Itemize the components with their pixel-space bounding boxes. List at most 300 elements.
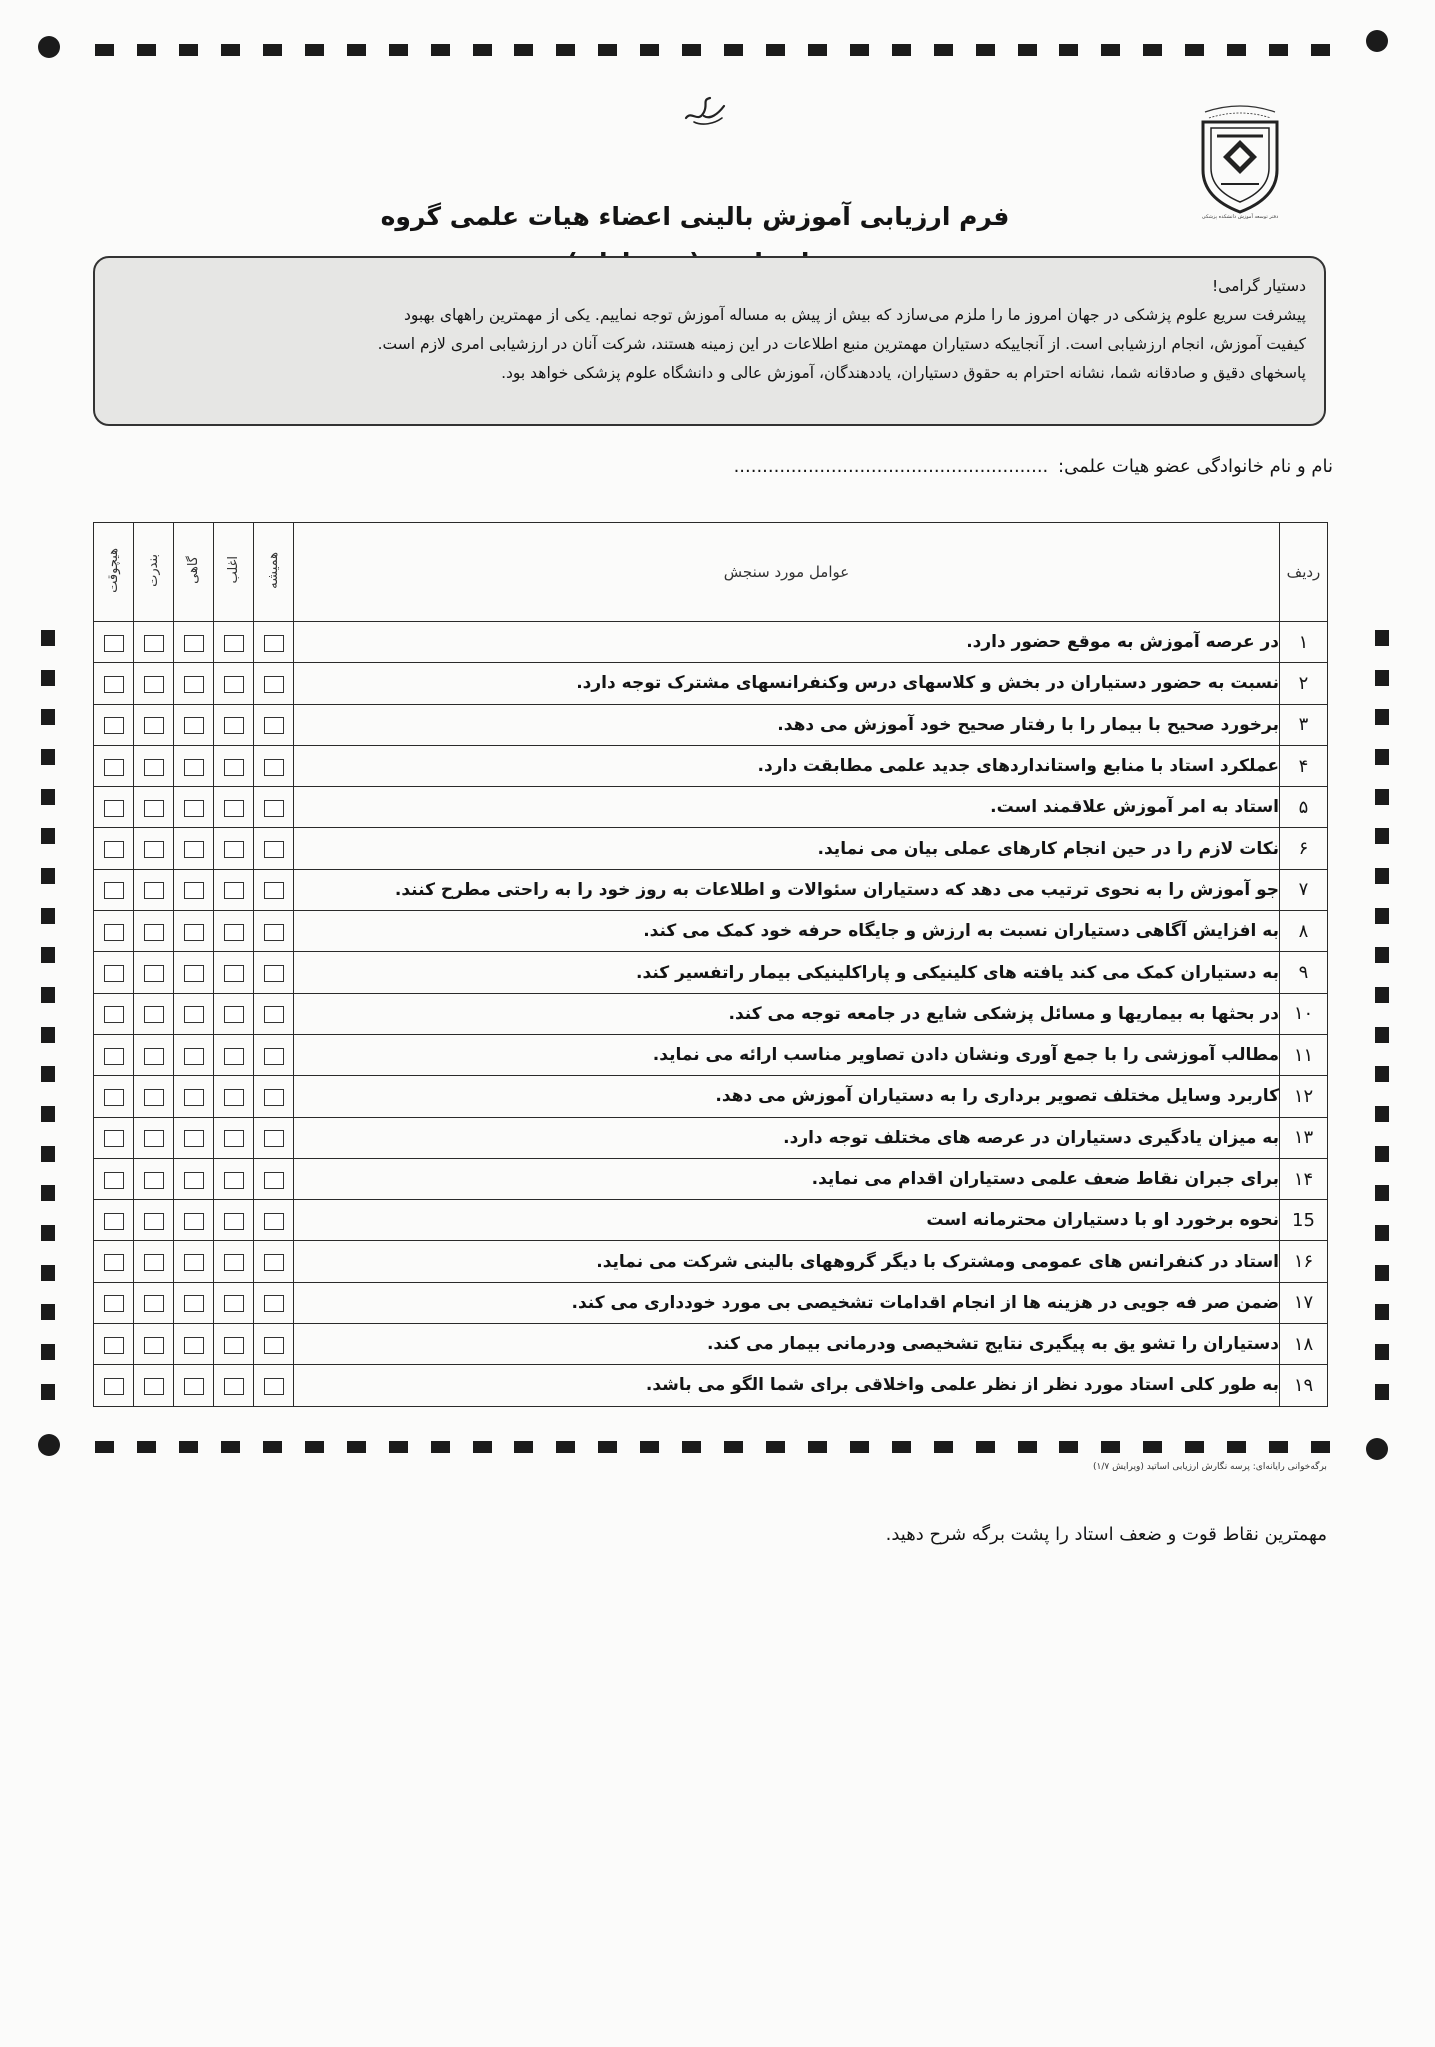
checkbox-sometimes[interactable] xyxy=(184,717,204,734)
checkbox-sometimes[interactable] xyxy=(184,1089,204,1106)
timing-mark xyxy=(1059,44,1078,56)
timing-mark xyxy=(1375,1027,1389,1043)
option-cell-never xyxy=(94,745,134,786)
checkbox-often[interactable] xyxy=(224,1006,244,1023)
table-row xyxy=(94,993,1328,1034)
timing-mark xyxy=(41,868,55,884)
checkbox-often[interactable] xyxy=(224,1337,244,1354)
checkbox-rarely[interactable] xyxy=(144,1378,164,1395)
checkbox-never[interactable] xyxy=(104,717,124,734)
row-number: ۳ xyxy=(1280,704,1328,745)
checkbox-rarely[interactable] xyxy=(144,924,164,941)
table-row xyxy=(94,828,1328,869)
timing-mark xyxy=(1375,670,1389,686)
option-cell-always xyxy=(254,952,294,993)
option-cell-always xyxy=(254,1282,294,1323)
timing-mark xyxy=(1101,44,1120,56)
timing-mark xyxy=(1375,1344,1389,1360)
checkbox-always[interactable] xyxy=(264,1048,284,1065)
option-cell-often xyxy=(214,993,254,1034)
timing-mark xyxy=(808,1441,827,1453)
timing-mark xyxy=(556,44,575,56)
checkbox-always[interactable] xyxy=(264,800,284,817)
checkbox-rarely[interactable] xyxy=(144,759,164,776)
option-cell-rarely xyxy=(134,787,174,828)
option-cell-always xyxy=(254,1365,294,1406)
timing-mark xyxy=(598,44,617,56)
row-number: ۱۸ xyxy=(1280,1324,1328,1365)
checkbox-always[interactable] xyxy=(264,841,284,858)
checkbox-rarely[interactable] xyxy=(144,1213,164,1230)
option-cell-often xyxy=(214,622,254,663)
timing-mark xyxy=(137,1441,156,1453)
checkbox-often[interactable] xyxy=(224,882,244,899)
checkbox-never[interactable] xyxy=(104,1378,124,1395)
checkbox-always[interactable] xyxy=(264,1172,284,1189)
timing-mark xyxy=(1375,1265,1389,1281)
option-cell-rarely xyxy=(134,1117,174,1158)
option-cell-rarely xyxy=(134,1200,174,1241)
checkbox-often[interactable] xyxy=(224,635,244,652)
row-number: ۱۱ xyxy=(1280,1034,1328,1075)
faculty-name-label: نام و نام خانوادگی عضو هیات علمی: xyxy=(1058,456,1333,477)
option-cell-rarely xyxy=(134,704,174,745)
timing-mark xyxy=(976,1441,995,1453)
timing-mark xyxy=(95,44,114,56)
option-cell-often xyxy=(214,1200,254,1241)
option-cell-sometimes xyxy=(174,745,214,786)
row-factor-text: به دستیاران کمک می کند یافته های کلینیکی و پاراکلینیکی بیمار راتفسیر کند. xyxy=(294,952,1280,993)
option-cell-rarely xyxy=(134,869,174,910)
option-cell-sometimes xyxy=(174,869,214,910)
timing-mark xyxy=(1185,44,1204,56)
checkbox-often[interactable] xyxy=(224,841,244,858)
checkbox-never[interactable] xyxy=(104,965,124,982)
checkbox-always[interactable] xyxy=(264,882,284,899)
option-cell-often xyxy=(214,952,254,993)
option-cell-sometimes xyxy=(174,1241,214,1282)
timing-mark xyxy=(1375,1106,1389,1122)
header-option-never: هیچوقت xyxy=(94,523,134,622)
timing-mark xyxy=(1018,44,1037,56)
timing-mark xyxy=(976,44,995,56)
timing-mark xyxy=(1375,1225,1389,1241)
checkbox-often[interactable] xyxy=(224,1295,244,1312)
checkbox-never[interactable] xyxy=(104,1172,124,1189)
timing-mark xyxy=(682,1441,701,1453)
option-cell-sometimes xyxy=(174,663,214,704)
registration-dot xyxy=(38,1434,60,1456)
timing-mark xyxy=(221,44,240,56)
timing-mark xyxy=(41,1344,55,1360)
intro-box xyxy=(93,256,1326,426)
option-cell-always xyxy=(254,787,294,828)
timing-mark xyxy=(1311,44,1330,56)
row-factor-text: جو آموزش را به نحوی ترتیب می دهد که دستیاران سئوالات و اطلاعات به روز خود را به راحتی مطرح کنند. xyxy=(294,869,1280,910)
option-cell-never xyxy=(94,1034,134,1075)
checkbox-always[interactable] xyxy=(264,1337,284,1354)
checkbox-always[interactable] xyxy=(264,1213,284,1230)
checkbox-often[interactable] xyxy=(224,924,244,941)
checkbox-always[interactable] xyxy=(264,1295,284,1312)
option-cell-often xyxy=(214,869,254,910)
row-factor-text: نسبت به حضور دستیاران در بخش و کلاسهای درس وکنفرانسهای مشترک توجه دارد. xyxy=(294,663,1280,704)
timing-marks-right xyxy=(1375,630,1389,1400)
checkbox-never[interactable] xyxy=(104,1337,124,1354)
timing-mark xyxy=(1375,630,1389,646)
timing-mark xyxy=(41,1066,55,1082)
option-cell-rarely xyxy=(134,1076,174,1117)
option-cell-sometimes xyxy=(174,911,214,952)
row-number: ۵ xyxy=(1280,787,1328,828)
timing-mark xyxy=(1143,44,1162,56)
faculty-name-field[interactable] xyxy=(734,452,1333,482)
timing-mark xyxy=(41,947,55,963)
row-factor-text: دستیاران را تشو یق به پیگیری نتایج تشخیصی ودرمانی بیمار می کند. xyxy=(294,1324,1280,1365)
checkbox-often[interactable] xyxy=(224,717,244,734)
timing-mark xyxy=(766,44,785,56)
option-cell-rarely xyxy=(134,1365,174,1406)
option-cell-rarely xyxy=(134,1158,174,1199)
checkbox-never[interactable] xyxy=(104,1130,124,1147)
checkbox-rarely[interactable] xyxy=(144,635,164,652)
timing-mark xyxy=(1227,1441,1246,1453)
row-factor-text: به افزایش آگاهی دستیاران نسبت به ارزش و جایگاه حرفه خود کمک می کند. xyxy=(294,911,1280,952)
option-cell-often xyxy=(214,1117,254,1158)
timing-mark xyxy=(389,44,408,56)
checkbox-rarely[interactable] xyxy=(144,676,164,693)
timing-mark xyxy=(1269,44,1288,56)
timing-mark xyxy=(41,1304,55,1320)
checkbox-often[interactable] xyxy=(224,1172,244,1189)
checkbox-sometimes[interactable] xyxy=(184,1172,204,1189)
timing-mark xyxy=(41,789,55,805)
option-cell-never xyxy=(94,1117,134,1158)
checkbox-never[interactable] xyxy=(104,635,124,652)
option-cell-always xyxy=(254,1158,294,1199)
timing-mark xyxy=(41,1384,55,1400)
timing-mark xyxy=(1018,1441,1037,1453)
svg-text:دفتر توسعه آموزش دانشکده پزشکی: دفتر توسعه آموزش دانشکده پزشکی xyxy=(1201,214,1279,220)
timing-mark xyxy=(41,828,55,844)
option-cell-never xyxy=(94,1200,134,1241)
option-cell-never xyxy=(94,1241,134,1282)
intro-line: پیشرفت سریع علوم پزشکی در جهان امروز ما را ملزم می‌سازد که بیش از پیش به مساله آموزش توجه نماییم. یکی از مهمترین راههای بهبود xyxy=(403,306,1306,324)
checkbox-rarely[interactable] xyxy=(144,717,164,734)
checkbox-sometimes[interactable] xyxy=(184,1130,204,1147)
table-row xyxy=(94,787,1328,828)
option-cell-never xyxy=(94,828,134,869)
checkbox-always[interactable] xyxy=(264,1130,284,1147)
option-cell-often xyxy=(214,1076,254,1117)
option-cell-never xyxy=(94,622,134,663)
checkbox-rarely[interactable] xyxy=(144,1089,164,1106)
checkbox-sometimes[interactable] xyxy=(184,1254,204,1271)
header-row-number: ردیف xyxy=(1280,523,1328,622)
checkbox-sometimes[interactable] xyxy=(184,841,204,858)
option-cell-rarely xyxy=(134,1241,174,1282)
timing-mark xyxy=(640,1441,659,1453)
option-cell-often xyxy=(214,1365,254,1406)
checkbox-never[interactable] xyxy=(104,676,124,693)
checkbox-often[interactable] xyxy=(224,1048,244,1065)
checkbox-rarely[interactable] xyxy=(144,800,164,817)
checkbox-often[interactable] xyxy=(224,1213,244,1230)
timing-mark xyxy=(724,1441,743,1453)
option-cell-sometimes xyxy=(174,993,214,1034)
checkbox-often[interactable] xyxy=(224,800,244,817)
option-cell-sometimes xyxy=(174,1034,214,1075)
timing-mark xyxy=(41,630,55,646)
row-number: ۷ xyxy=(1280,869,1328,910)
option-cell-never xyxy=(94,869,134,910)
checkbox-always[interactable] xyxy=(264,676,284,693)
checkbox-never[interactable] xyxy=(104,1295,124,1312)
timing-mark xyxy=(598,1441,617,1453)
table-row xyxy=(94,1034,1328,1075)
table-row xyxy=(94,1365,1328,1406)
option-cell-often xyxy=(214,704,254,745)
checkbox-never[interactable] xyxy=(104,800,124,817)
row-factor-text: استاد به امر آموزش علاقمند است. xyxy=(294,787,1280,828)
timing-mark xyxy=(179,44,198,56)
timing-mark xyxy=(850,44,869,56)
checkbox-sometimes[interactable] xyxy=(184,924,204,941)
timing-mark xyxy=(1375,789,1389,805)
checkbox-never[interactable] xyxy=(104,1006,124,1023)
checkbox-always[interactable] xyxy=(264,1006,284,1023)
header-factors: عوامل مورد سنجش xyxy=(294,523,1280,622)
checkbox-never[interactable] xyxy=(104,841,124,858)
timing-mark xyxy=(473,1441,492,1453)
timing-mark xyxy=(41,1225,55,1241)
timing-mark xyxy=(473,44,492,56)
row-factor-text: نکات لازم را در حین انجام کارهای عملی بیان می نماید. xyxy=(294,828,1280,869)
timing-mark xyxy=(137,44,156,56)
row-number: ۱۲ xyxy=(1280,1076,1328,1117)
timing-mark xyxy=(41,1185,55,1201)
checkbox-rarely[interactable] xyxy=(144,1337,164,1354)
option-cell-often xyxy=(214,787,254,828)
row-number: ۱۰ xyxy=(1280,993,1328,1034)
timing-mark xyxy=(95,1441,114,1453)
checkbox-always[interactable] xyxy=(264,635,284,652)
checkbox-rarely[interactable] xyxy=(144,1048,164,1065)
checkbox-often[interactable] xyxy=(224,1130,244,1147)
row-number: ۴ xyxy=(1280,745,1328,786)
timing-mark xyxy=(766,1441,785,1453)
table-row xyxy=(94,622,1328,663)
table-row xyxy=(94,869,1328,910)
checkbox-always[interactable] xyxy=(264,1089,284,1106)
faculty-name-input-line[interactable]: ....................................................... xyxy=(733,456,1049,477)
option-cell-rarely xyxy=(134,622,174,663)
table-header-row xyxy=(94,523,1328,622)
checkbox-often[interactable] xyxy=(224,1378,244,1395)
option-cell-often xyxy=(214,911,254,952)
row-factor-text: عملکرد استاد با منابع واستانداردهای جدید علمی مطابقت دارد. xyxy=(294,745,1280,786)
checkbox-rarely[interactable] xyxy=(144,882,164,899)
checkbox-always[interactable] xyxy=(264,965,284,982)
checkbox-sometimes[interactable] xyxy=(184,800,204,817)
table-row xyxy=(94,911,1328,952)
row-factor-text: استاد در کنفرانس های عمومی ومشترک با دیگر گروههای بالینی شرکت می نماید. xyxy=(294,1241,1280,1282)
checkbox-always[interactable] xyxy=(264,759,284,776)
option-cell-always xyxy=(254,911,294,952)
timing-mark xyxy=(1375,947,1389,963)
option-cell-sometimes xyxy=(174,1076,214,1117)
timing-mark xyxy=(892,1441,911,1453)
checkbox-often[interactable] xyxy=(224,1089,244,1106)
checkbox-always[interactable] xyxy=(264,1378,284,1395)
option-cell-never xyxy=(94,663,134,704)
row-factor-text: به میزان یادگیری دستیاران در عرصه های مختلف توجه دارد. xyxy=(294,1117,1280,1158)
timing-mark xyxy=(305,1441,324,1453)
checkbox-sometimes[interactable] xyxy=(184,635,204,652)
checkbox-sometimes[interactable] xyxy=(184,1048,204,1065)
checkbox-rarely[interactable] xyxy=(144,1006,164,1023)
table-row xyxy=(94,663,1328,704)
checkbox-sometimes[interactable] xyxy=(184,965,204,982)
checkbox-rarely[interactable] xyxy=(144,841,164,858)
option-cell-rarely xyxy=(134,745,174,786)
option-cell-never xyxy=(94,704,134,745)
option-cell-rarely xyxy=(134,911,174,952)
option-cell-sometimes xyxy=(174,1282,214,1323)
checkbox-often[interactable] xyxy=(224,676,244,693)
checkbox-rarely[interactable] xyxy=(144,1130,164,1147)
timing-mark xyxy=(640,44,659,56)
row-factor-text: در بحثها به بیماریها و مسائل پزشکی شایع در جامعه توجه می کند. xyxy=(294,993,1280,1034)
checkbox-never[interactable] xyxy=(104,759,124,776)
timing-mark xyxy=(1101,1441,1120,1453)
option-cell-sometimes xyxy=(174,1324,214,1365)
checkbox-often[interactable] xyxy=(224,965,244,982)
checkbox-sometimes[interactable] xyxy=(184,676,204,693)
timing-mark xyxy=(41,670,55,686)
timing-mark xyxy=(1375,749,1389,765)
checkbox-always[interactable] xyxy=(264,717,284,734)
checkbox-never[interactable] xyxy=(104,882,124,899)
university-seal-logo xyxy=(1195,100,1285,220)
checkbox-never[interactable] xyxy=(104,1089,124,1106)
option-cell-rarely xyxy=(134,1324,174,1365)
table-row xyxy=(94,1117,1328,1158)
option-cell-often xyxy=(214,1241,254,1282)
option-cell-always xyxy=(254,993,294,1034)
checkbox-sometimes[interactable] xyxy=(184,759,204,776)
checkbox-always[interactable] xyxy=(264,1254,284,1271)
checkbox-rarely[interactable] xyxy=(144,965,164,982)
option-cell-often xyxy=(214,745,254,786)
checkbox-never[interactable] xyxy=(104,1213,124,1230)
checkbox-sometimes[interactable] xyxy=(184,1213,204,1230)
timing-mark xyxy=(682,44,701,56)
option-cell-sometimes xyxy=(174,622,214,663)
timing-mark xyxy=(1311,1441,1330,1453)
table-row xyxy=(94,952,1328,993)
option-cell-always xyxy=(254,1117,294,1158)
registration-dot xyxy=(38,36,60,58)
table-row xyxy=(94,1076,1328,1117)
option-cell-sometimes xyxy=(174,1365,214,1406)
checkbox-rarely[interactable] xyxy=(144,1172,164,1189)
option-cell-always xyxy=(254,622,294,663)
option-cell-always xyxy=(254,1241,294,1282)
timing-mark xyxy=(431,1441,450,1453)
checkbox-rarely[interactable] xyxy=(144,1254,164,1271)
checkbox-never[interactable] xyxy=(104,1048,124,1065)
checkbox-often[interactable] xyxy=(224,759,244,776)
timing-mark xyxy=(514,44,533,56)
header-option-often: اغلب xyxy=(214,523,254,622)
option-cell-always xyxy=(254,745,294,786)
row-factor-text: مطالب آموزشی را با جمع آوری ونشان دادن تصاویر مناسب ارائه می نماید. xyxy=(294,1034,1280,1075)
checkbox-never[interactable] xyxy=(104,1254,124,1271)
timing-mark xyxy=(1375,908,1389,924)
timing-mark xyxy=(41,1027,55,1043)
option-cell-sometimes xyxy=(174,1117,214,1158)
checkbox-often[interactable] xyxy=(224,1254,244,1271)
intro-line: پاسخهای دقیق و صادقانه شما، نشانه احترام به حقوق دستیاران، یاددهندگان، آموزش عالی و دانشگاه علوم پزشکی خواهد بود. xyxy=(501,364,1306,382)
option-cell-often xyxy=(214,663,254,704)
row-number: ۱۷ xyxy=(1280,1282,1328,1323)
row-factor-text: در عرصه آموزش به موقع حضور دارد. xyxy=(294,622,1280,663)
timing-mark xyxy=(41,1146,55,1162)
timing-marks-bottom xyxy=(95,1441,1330,1453)
row-number: ۱۶ xyxy=(1280,1241,1328,1282)
row-factor-text: ضمن صر فه جویی در هزینه ها از انجام اقدامات تشخیصی بی مورد خودداری می کند. xyxy=(294,1282,1280,1323)
header-option-always: همیشه xyxy=(254,523,294,622)
option-cell-rarely xyxy=(134,1034,174,1075)
option-cell-sometimes xyxy=(174,952,214,993)
timing-mark xyxy=(1143,1441,1162,1453)
row-number: ۸ xyxy=(1280,911,1328,952)
timing-mark xyxy=(556,1441,575,1453)
timing-mark xyxy=(1375,1384,1389,1400)
table-row xyxy=(94,1282,1328,1323)
checkbox-never[interactable] xyxy=(104,924,124,941)
timing-mark xyxy=(347,44,366,56)
intro-line: کیفیت آموزش، انجام ارزشیابی است. از آنجاییکه دستیاران مهمترین منبع اطلاعات در این زمینه هستند، شرکت آنان در ارزشیابی امری لازم است. xyxy=(377,335,1306,353)
option-cell-never xyxy=(94,952,134,993)
option-cell-never xyxy=(94,1365,134,1406)
timing-mark xyxy=(1375,987,1389,1003)
option-cell-often xyxy=(214,828,254,869)
checkbox-sometimes[interactable] xyxy=(184,1006,204,1023)
timing-mark xyxy=(1375,868,1389,884)
table-row xyxy=(94,704,1328,745)
option-cell-never xyxy=(94,911,134,952)
option-cell-always xyxy=(254,1076,294,1117)
checkbox-sometimes[interactable] xyxy=(184,1295,204,1312)
checkbox-sometimes[interactable] xyxy=(184,1337,204,1354)
timing-mark xyxy=(263,44,282,56)
checkbox-rarely[interactable] xyxy=(144,1295,164,1312)
timing-mark xyxy=(431,44,450,56)
timing-mark xyxy=(514,1441,533,1453)
checkbox-sometimes[interactable] xyxy=(184,882,204,899)
option-cell-always xyxy=(254,1200,294,1241)
option-cell-always xyxy=(254,828,294,869)
row-factor-text: نحوه برخورد او با دستیاران محترمانه است xyxy=(294,1200,1280,1241)
checkbox-sometimes[interactable] xyxy=(184,1378,204,1395)
option-cell-sometimes xyxy=(174,828,214,869)
footer-note: برگه‌خوانی رایانه‌ای: پرسه نگارش ارزیابی اساتید (ویرایش ۱/۷) xyxy=(1093,1462,1327,1472)
checkbox-always[interactable] xyxy=(264,924,284,941)
header-option-sometimes: گاهی xyxy=(174,523,214,622)
table-row xyxy=(94,1158,1328,1199)
